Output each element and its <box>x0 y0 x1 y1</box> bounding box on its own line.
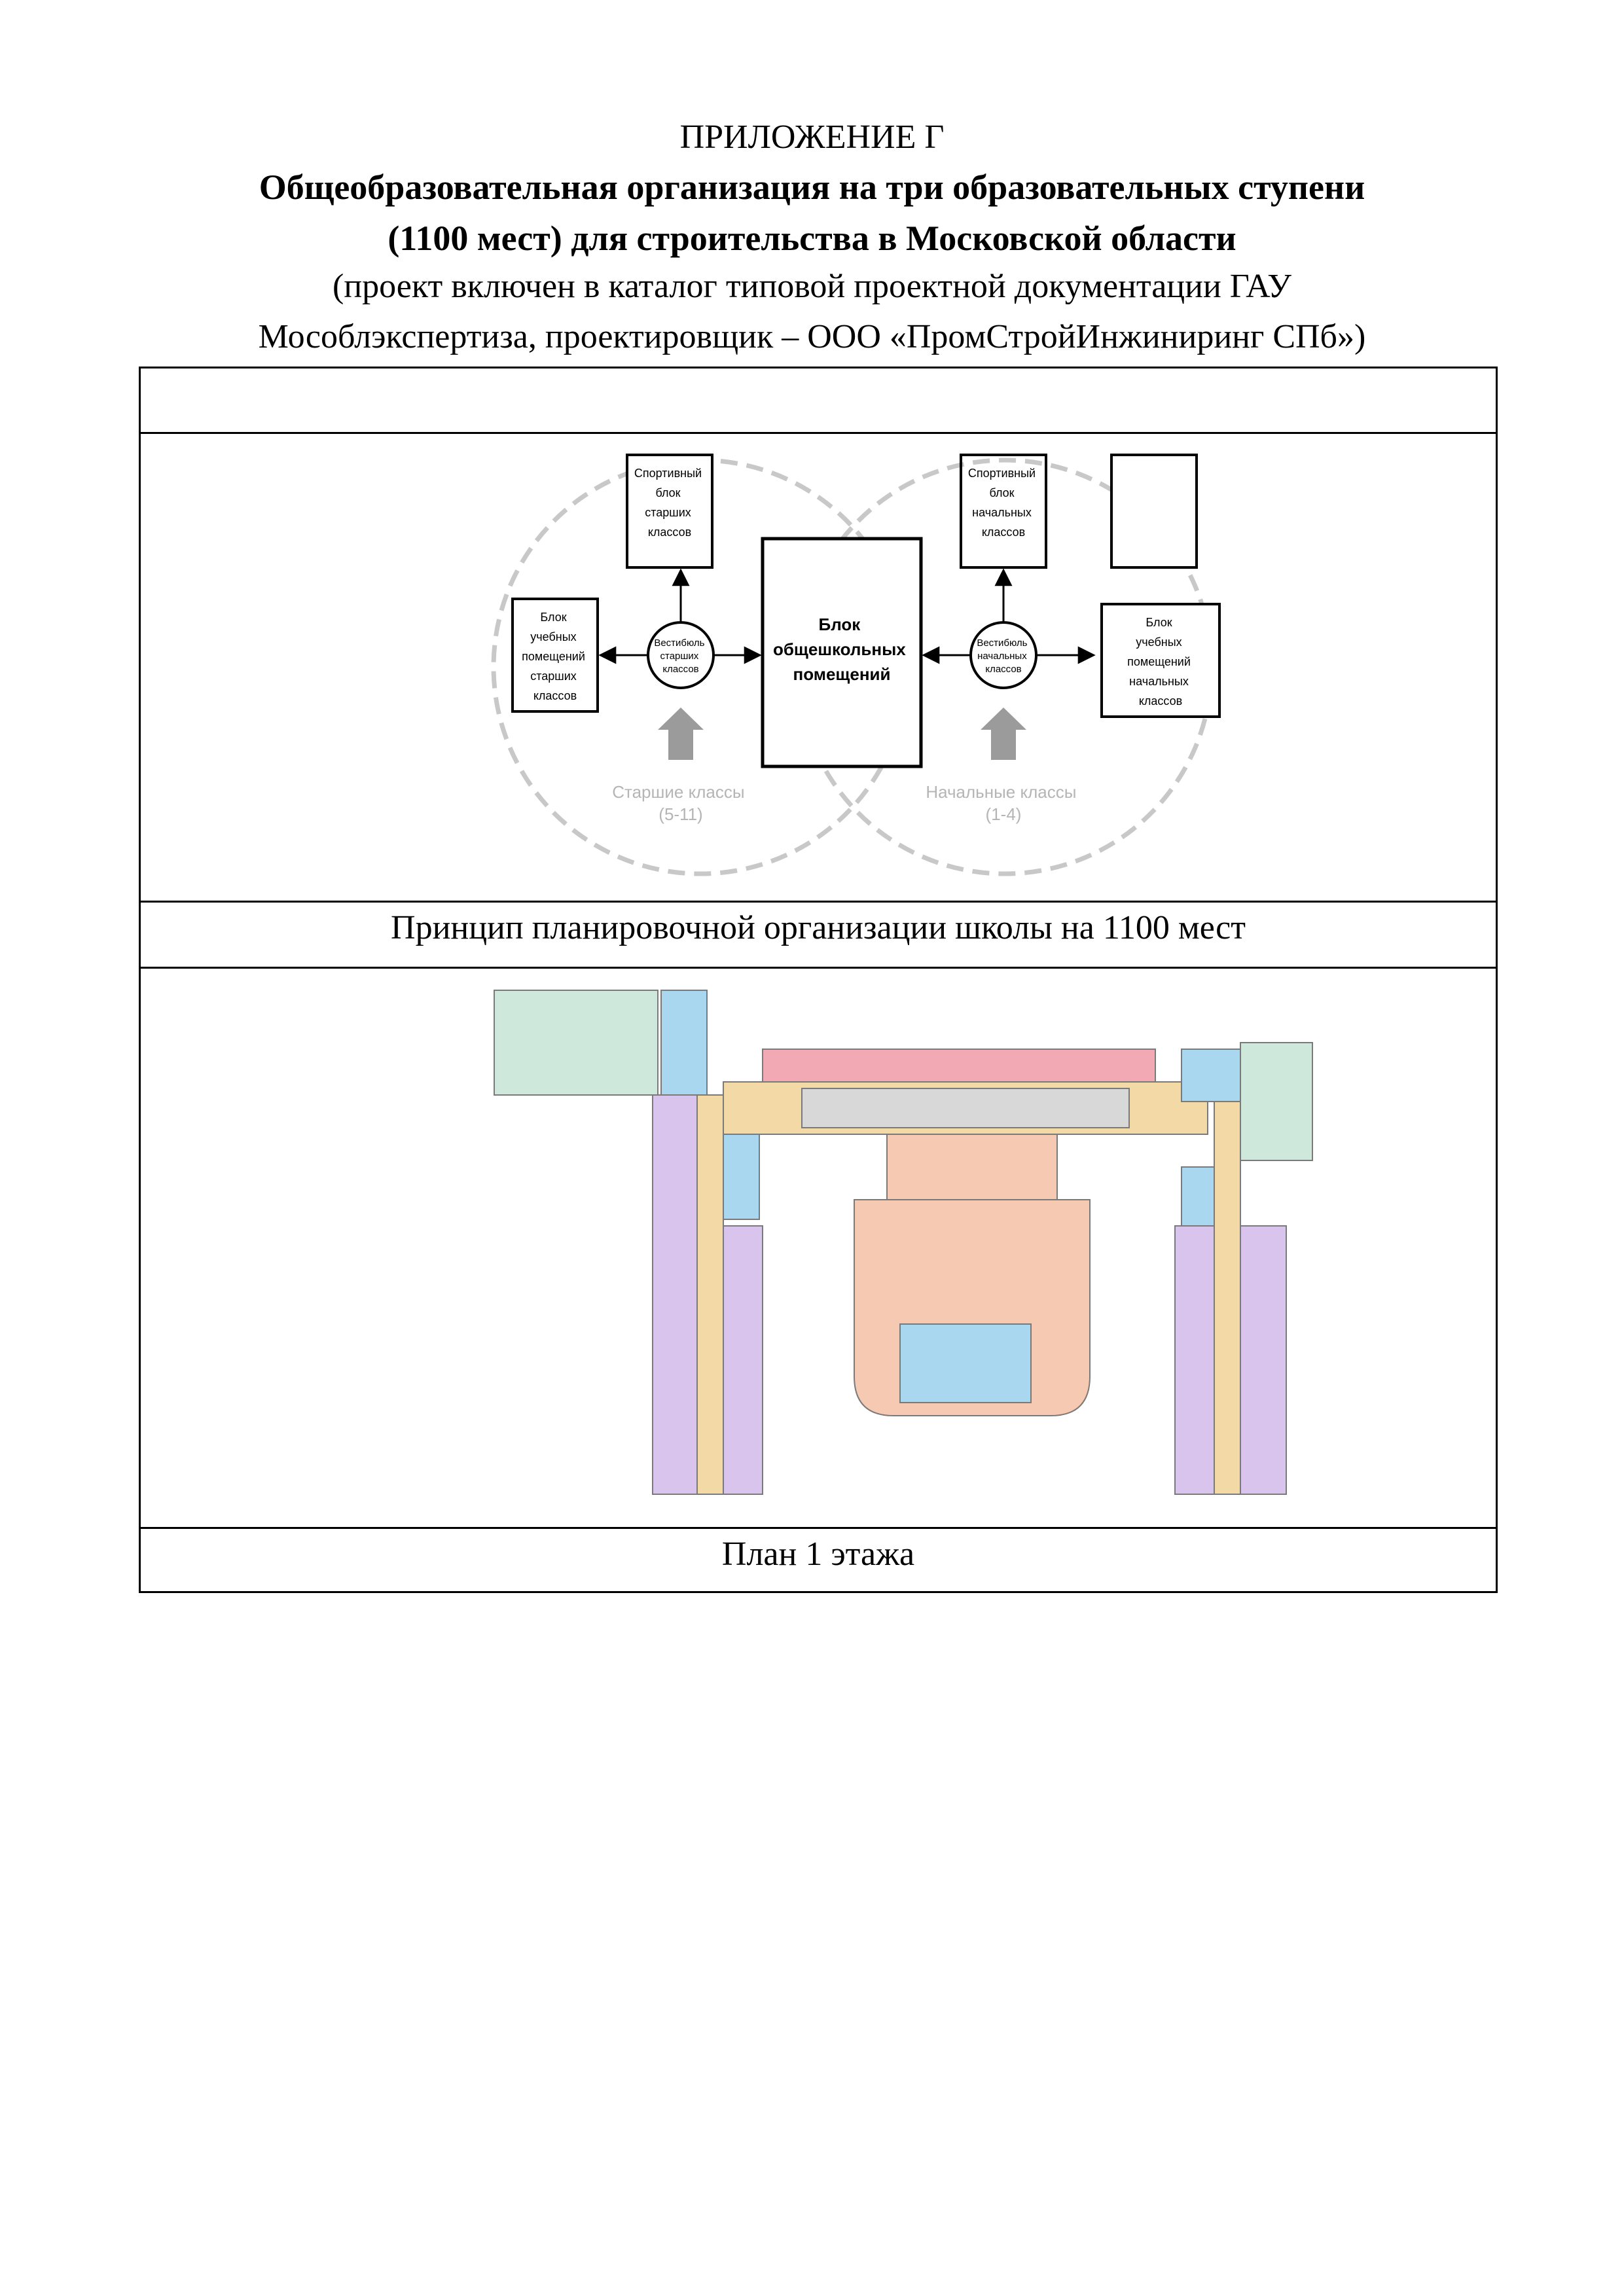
right-wing-classrooms <box>1240 1226 1286 1494</box>
entrance-arrow-junior <box>981 708 1026 760</box>
left-wing-service <box>661 990 707 1095</box>
right-wing-service <box>1182 1049 1240 1102</box>
right-wing-service-2 <box>1182 1167 1214 1226</box>
gym-senior <box>494 990 658 1095</box>
plan-caption: План 1 этажа <box>721 1535 915 1573</box>
row-divider <box>141 967 1496 969</box>
right-wing-corridor <box>1214 1102 1240 1494</box>
appendix-label: ПРИЛОЖЕНИЕ Г <box>679 118 945 156</box>
principle-caption: Принцип планировочной организации школы на 1100 мест <box>391 909 1246 946</box>
zone-senior-label: Старшие классы (5-11) <box>612 782 745 824</box>
study-senior-text: Блок учебных помещений старших классов <box>522 611 585 702</box>
floor-plan <box>488 984 1450 1520</box>
left-wing-corridor <box>697 1095 723 1494</box>
left-wing-classrooms <box>653 1095 697 1494</box>
title-line-2: (1100 мест) для строительства в Московской области <box>388 219 1236 258</box>
common-block-text: Блок общешкольных помещений <box>772 615 906 684</box>
study-junior-text: Блок учебных помещений начальных классов <box>1127 616 1191 708</box>
lobby-junior-text: Вестибюль начальных классов <box>977 637 1028 675</box>
right-wing-inner-classrooms <box>1175 1226 1214 1494</box>
row-divider <box>141 1527 1496 1529</box>
left-wing-inner-classrooms <box>723 1226 763 1494</box>
note-line-1: (проект включен в каталог типовой проектной документации ГАУ <box>333 268 1291 305</box>
central-top-rooms <box>763 1049 1155 1082</box>
figure-table <box>139 367 1498 1593</box>
central-service-rooms <box>900 1324 1031 1403</box>
study-junior-overlay <box>1096 599 1227 723</box>
lobby-senior-text: Вестибюль старших классов <box>654 637 705 675</box>
sport-junior-text: Спортивный блок начальных классов <box>967 467 1036 539</box>
title-line-1: Общеобразовательная организация на три образовательных ступени <box>259 168 1365 207</box>
row-divider <box>141 901 1496 903</box>
zone-junior-label: Начальные классы (1-4) <box>926 782 1077 824</box>
gym-junior <box>1240 1043 1312 1160</box>
entrance-arrow-senior <box>658 708 704 760</box>
central-lockers <box>802 1088 1129 1128</box>
sport-senior-text: Спортивный блок старших классов <box>634 467 702 539</box>
diagram-overlay <box>488 434 1096 900</box>
sport-junior-box <box>1111 455 1197 567</box>
note-line-2: Мособлэкспертиза, проектировщик – ООО «ПромСтройИнжиниринг СПб») <box>258 318 1366 355</box>
